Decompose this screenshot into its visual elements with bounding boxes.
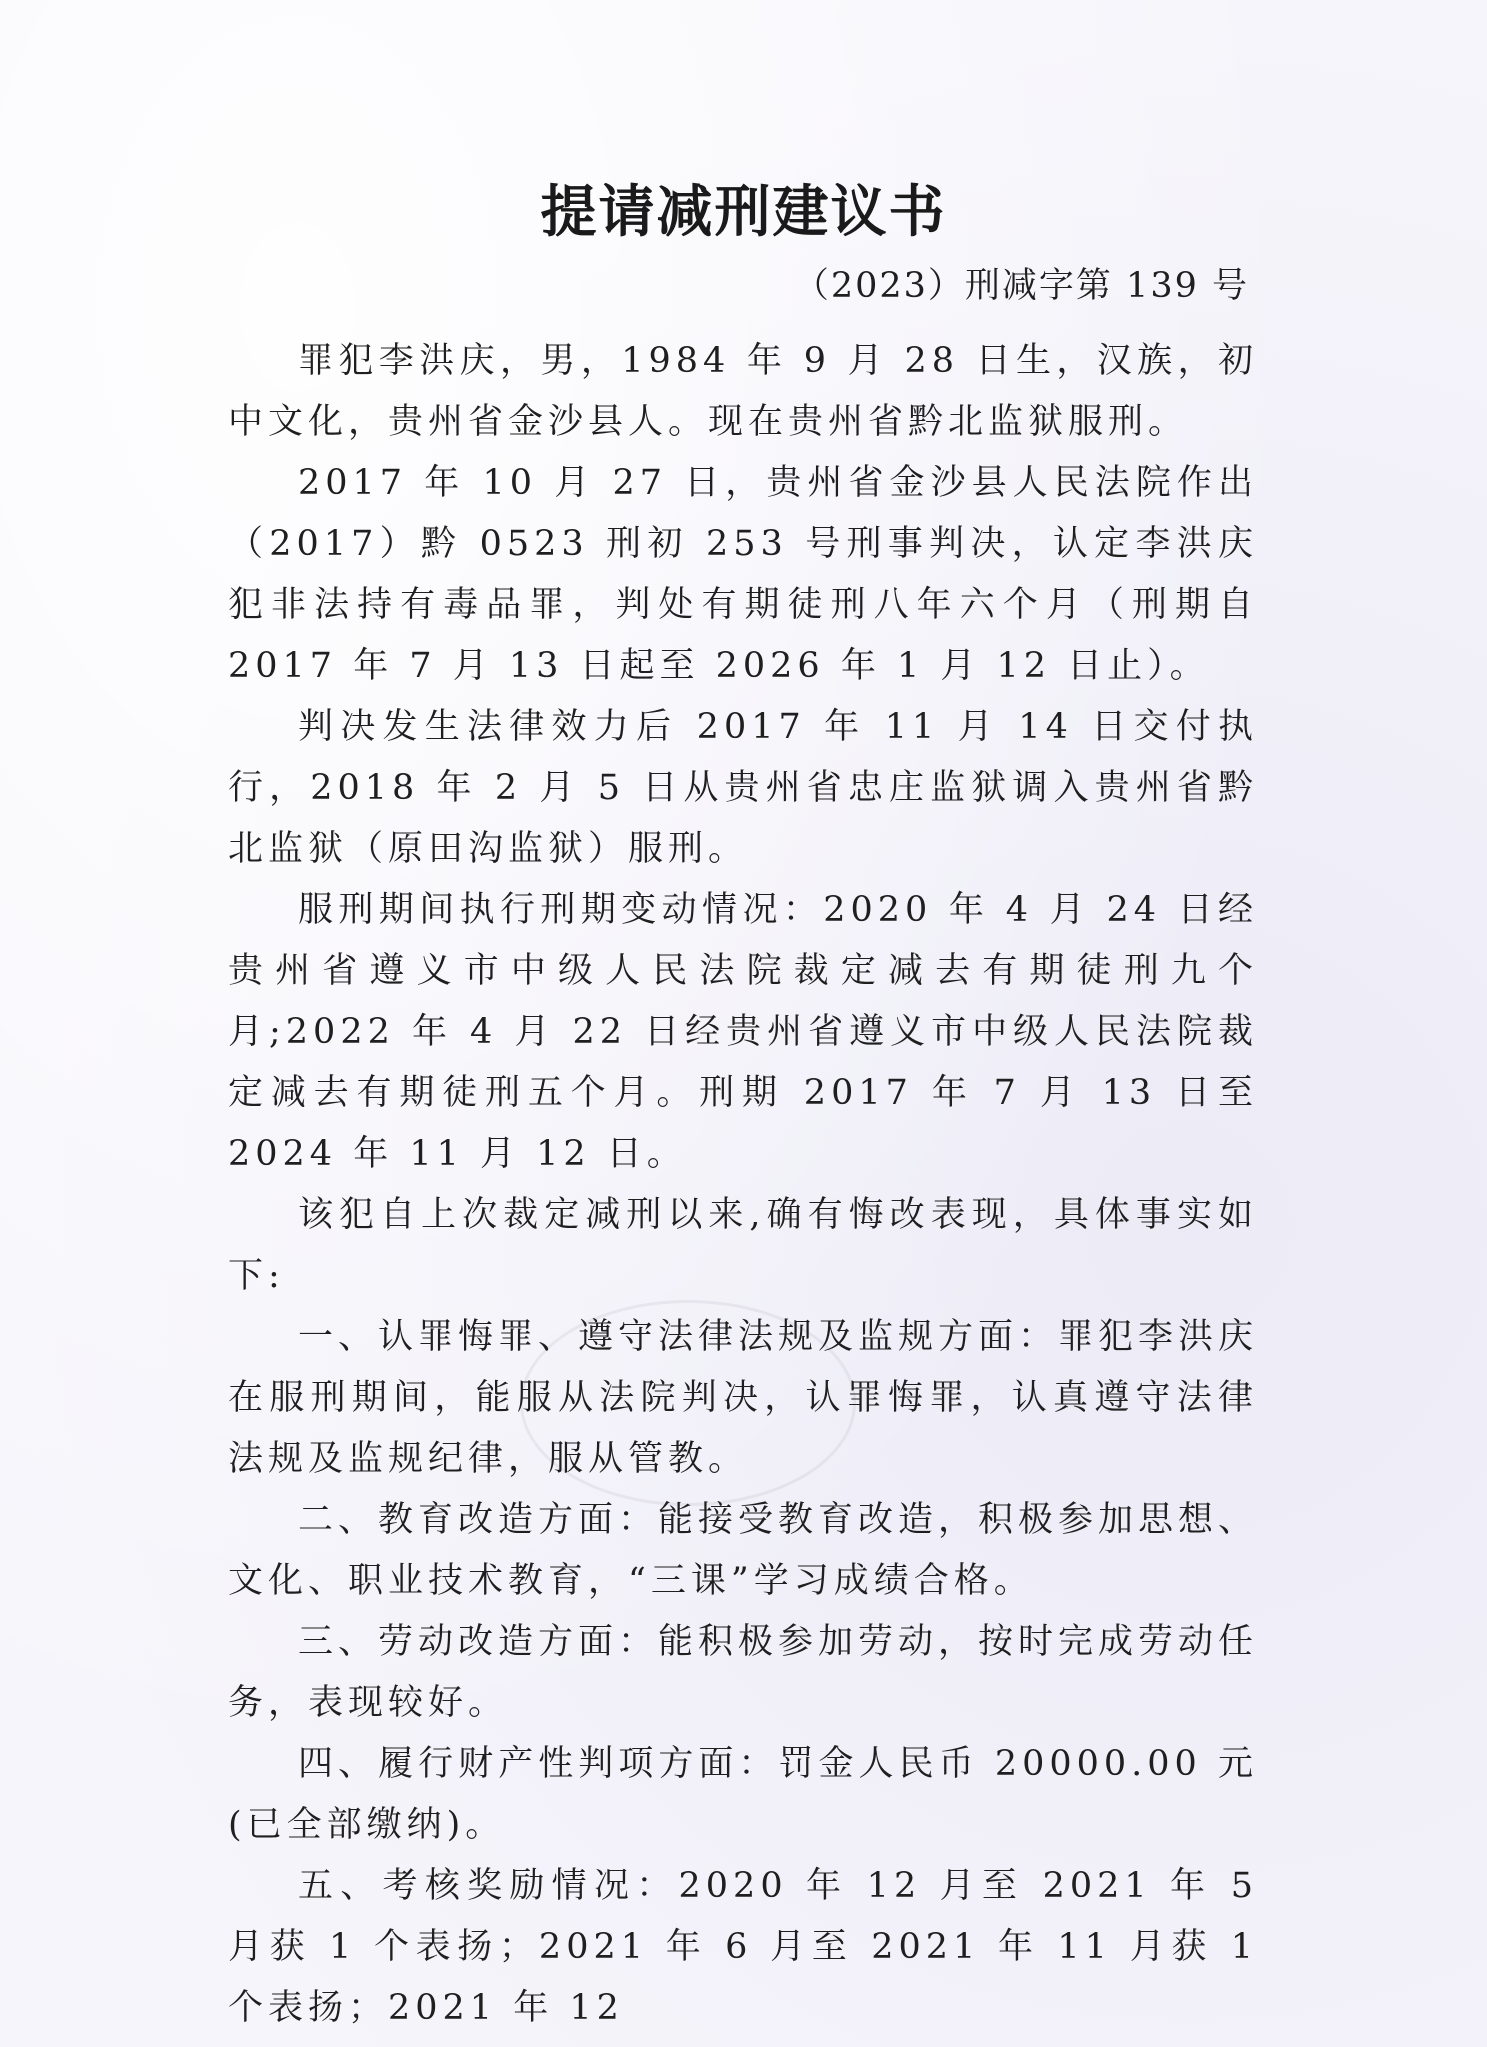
paragraph-item-4: 四、履行财产性判项方面：罚金人民币 20000.00 元(已全部缴纳)。 bbox=[228, 1744, 1258, 1845]
paragraph-criminal-info: 罪犯李洪庆，男，1984 年 9 月 28 日生，汉族，初中文化，贵州省金沙县人。现在贵州省黔北监狱服刑。 bbox=[228, 341, 1258, 442]
document-number: （2023）刑减字第 139 号 bbox=[793, 266, 1249, 306]
paragraph-original-judgment: 2017 年 10 月 27 日，贵州省金沙县人民法院作出（2017）黔 0523 刑初 253 号刑事判决，认定李洪庆犯非法持有毒品罪，判处有期徒刑八年六个月（刑期自 2017 年 7 月 13 日起至 2026 年 1 月 12 日止）。 bbox=[228, 463, 1258, 686]
paragraph-item-2: 二、教育改造方面：能接受教育改造，积极参加思想、文化、职业技术教育，“三课”学习成绩合格。 bbox=[228, 1500, 1259, 1601]
paragraph-repentance-intro: 该犯自上次裁定减刑以来,确有悔改表现，具体事实如下: bbox=[228, 1195, 1258, 1296]
document-body bbox=[228, 331, 1258, 2039]
paragraph-item-3: 三、劳动改造方面：能积极参加劳动，按时完成劳动任务，表现较好。 bbox=[228, 1622, 1259, 1723]
paragraph-item-5: 五、考核奖励情况：2020 年 12 月至 2021 年 5 月获 1 个表扬；2021 年 6 月至 2021 年 11 月获 1 个表扬；2021 年 12 bbox=[228, 1866, 1258, 2028]
document-title: 提请减刑建议书 bbox=[540, 179, 947, 245]
paragraph-sentence-changes: 服刑期间执行刑期变动情况：2020 年 4 月 24 日经贵州省遵义市中级人民法院裁定减去有期徒刑九个月;2022 年 4 月 22 日经贵州省遵义市中级人民法院裁定减去有期徒刑五个月。刑期 2017 年 7 月 13 日至 2024 年 11 月 12 日。 bbox=[228, 890, 1258, 1174]
paragraph-item-1: 一、认罪悔罪、遵守法律法规及监规方面：罪犯李洪庆在服刑期间，能服从法院判决，认罪悔罪，认真遵守法律法规及监规纪律，服从管教。 bbox=[228, 1317, 1259, 1479]
paragraph-execution: 判决发生法律效力后 2017 年 11 月 14 日交付执行，2018 年 2 月 5 日从贵州省忠庄监狱调入贵州省黔北监狱（原田沟监狱）服刑。 bbox=[228, 707, 1258, 869]
